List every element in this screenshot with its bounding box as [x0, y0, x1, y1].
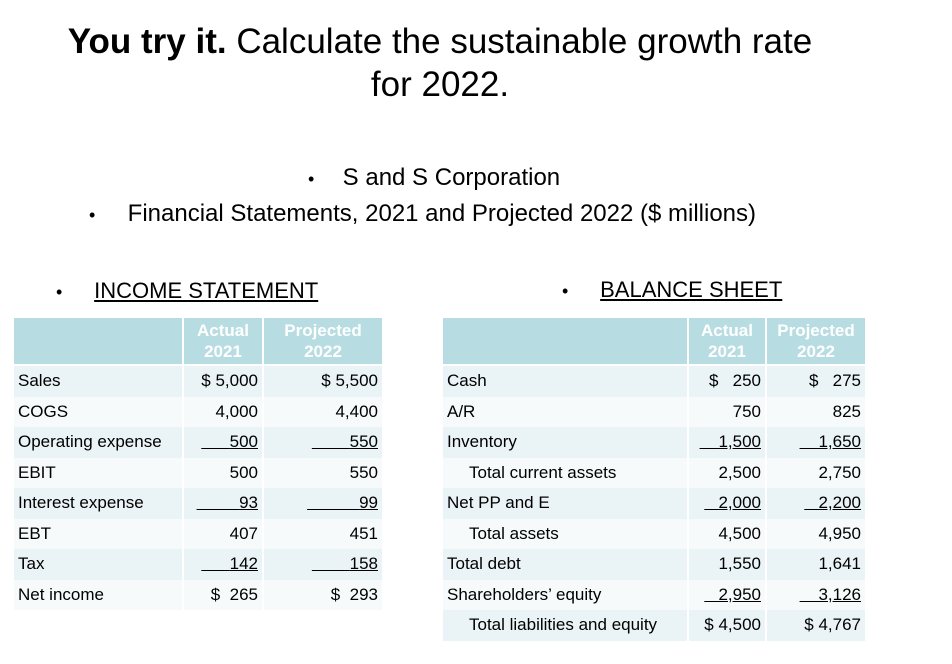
row-label: Operating expense	[14, 427, 182, 458]
table-row	[443, 427, 865, 458]
actual-value: 500	[229, 432, 258, 452]
actual-value: 142	[229, 554, 258, 574]
balance-sheet-heading	[562, 277, 782, 304]
header-blank	[14, 318, 182, 366]
table-row	[443, 610, 865, 641]
projected-value: 451	[264, 519, 382, 550]
projected-value: 1,650	[818, 432, 861, 452]
projected-value: $ 5,500	[264, 366, 382, 397]
actual-value: 2,000	[718, 493, 761, 513]
row-label: Cash	[443, 366, 687, 397]
projected-value: $ 275	[767, 366, 865, 397]
row-label: Net PP and E	[443, 488, 687, 519]
bullet-icon: •	[89, 204, 96, 225]
slide-title	[0, 20, 880, 106]
actual-value: $ 5,000	[184, 366, 262, 397]
actual-value: 4,500	[689, 519, 765, 550]
income-statement-label: INCOME STATEMENT	[94, 278, 319, 303]
table-row	[443, 549, 865, 580]
table-row	[443, 458, 865, 489]
actual-value: 1,550	[689, 549, 765, 580]
actual-value: 1,500	[718, 432, 761, 452]
row-label: Total assets	[443, 519, 687, 550]
projected-value: $ 293	[264, 580, 382, 611]
title-bold: You try it.	[67, 22, 227, 61]
header-blank	[443, 318, 687, 366]
title-line2: for 2022.	[370, 65, 510, 104]
bullet-icon: •	[56, 282, 63, 303]
row-label: Inventory	[443, 427, 687, 458]
table-row	[14, 519, 382, 550]
row-label: EBIT	[14, 458, 182, 489]
actual-value: $ 265	[184, 580, 262, 611]
row-label: Total liabilities and equity	[443, 610, 687, 641]
actual-value: $ 250	[689, 366, 765, 397]
actual-value: 93	[239, 493, 258, 513]
row-label: COGS	[14, 397, 182, 428]
header-actual-2021: Actual 2021	[689, 318, 765, 366]
actual-value: 407	[184, 519, 262, 550]
row-label: A/R	[443, 397, 687, 428]
table-row	[443, 580, 865, 611]
company-name: S and S Corporation	[342, 164, 561, 191]
header-projected-2022: Projected 2022	[767, 318, 865, 366]
row-label: Total debt	[443, 549, 687, 580]
income-statement-heading	[56, 278, 318, 305]
row-label: Interest expense	[14, 488, 182, 519]
title-rest: Calculate the sustainable growth rate	[226, 22, 813, 61]
projected-value: 2,200	[818, 493, 861, 513]
projected-value: 2,750	[767, 458, 865, 489]
table-row	[14, 549, 382, 580]
row-label: Total current assets	[443, 458, 687, 489]
balance-sheet-label: BALANCE SHEET	[600, 277, 783, 302]
actual-value: 750	[689, 397, 765, 428]
projected-value: 99	[359, 493, 378, 513]
table-row	[14, 366, 382, 397]
projected-value: 550	[349, 432, 378, 452]
table-row	[443, 366, 865, 397]
projected-value: 1,641	[767, 549, 865, 580]
projected-value: $ 4,767	[767, 610, 865, 641]
table-row	[14, 458, 382, 489]
row-label: EBT	[14, 519, 182, 550]
projected-value: 550	[264, 458, 382, 489]
row-label: Net income	[14, 580, 182, 611]
row-label: Shareholders’ equity	[443, 580, 687, 611]
statements-subtitle	[89, 200, 756, 229]
table-row	[443, 488, 865, 519]
projected-value: 158	[349, 554, 378, 574]
bullet-icon: •	[308, 168, 315, 189]
company-subtitle	[308, 164, 560, 193]
table-row	[14, 488, 382, 519]
balance-sheet-table	[441, 318, 867, 641]
header-actual-2021: Actual 2021	[184, 318, 262, 366]
table-row	[443, 397, 865, 428]
row-label: Tax	[14, 549, 182, 580]
bullet-icon: •	[562, 281, 569, 302]
table-row	[14, 427, 382, 458]
income-statement-table	[12, 318, 384, 610]
table-row	[14, 397, 382, 428]
actual-value: 4,000	[184, 397, 262, 428]
actual-value: 2,500	[689, 458, 765, 489]
projected-value: 4,950	[767, 519, 865, 550]
table-row	[443, 519, 865, 550]
projected-value: 3,126	[818, 584, 861, 604]
actual-value: 2,950	[718, 584, 761, 604]
actual-value: $ 4,500	[689, 610, 765, 641]
actual-value: 500	[184, 458, 262, 489]
statements-description: Financial Statements, 2021 and Projected 2022 ($ millions)	[127, 200, 757, 227]
projected-value: 4,400	[264, 397, 382, 428]
row-label: Sales	[14, 366, 182, 397]
header-projected-2022: Projected 2022	[264, 318, 382, 366]
projected-value: 825	[767, 397, 865, 428]
table-row	[14, 580, 382, 611]
